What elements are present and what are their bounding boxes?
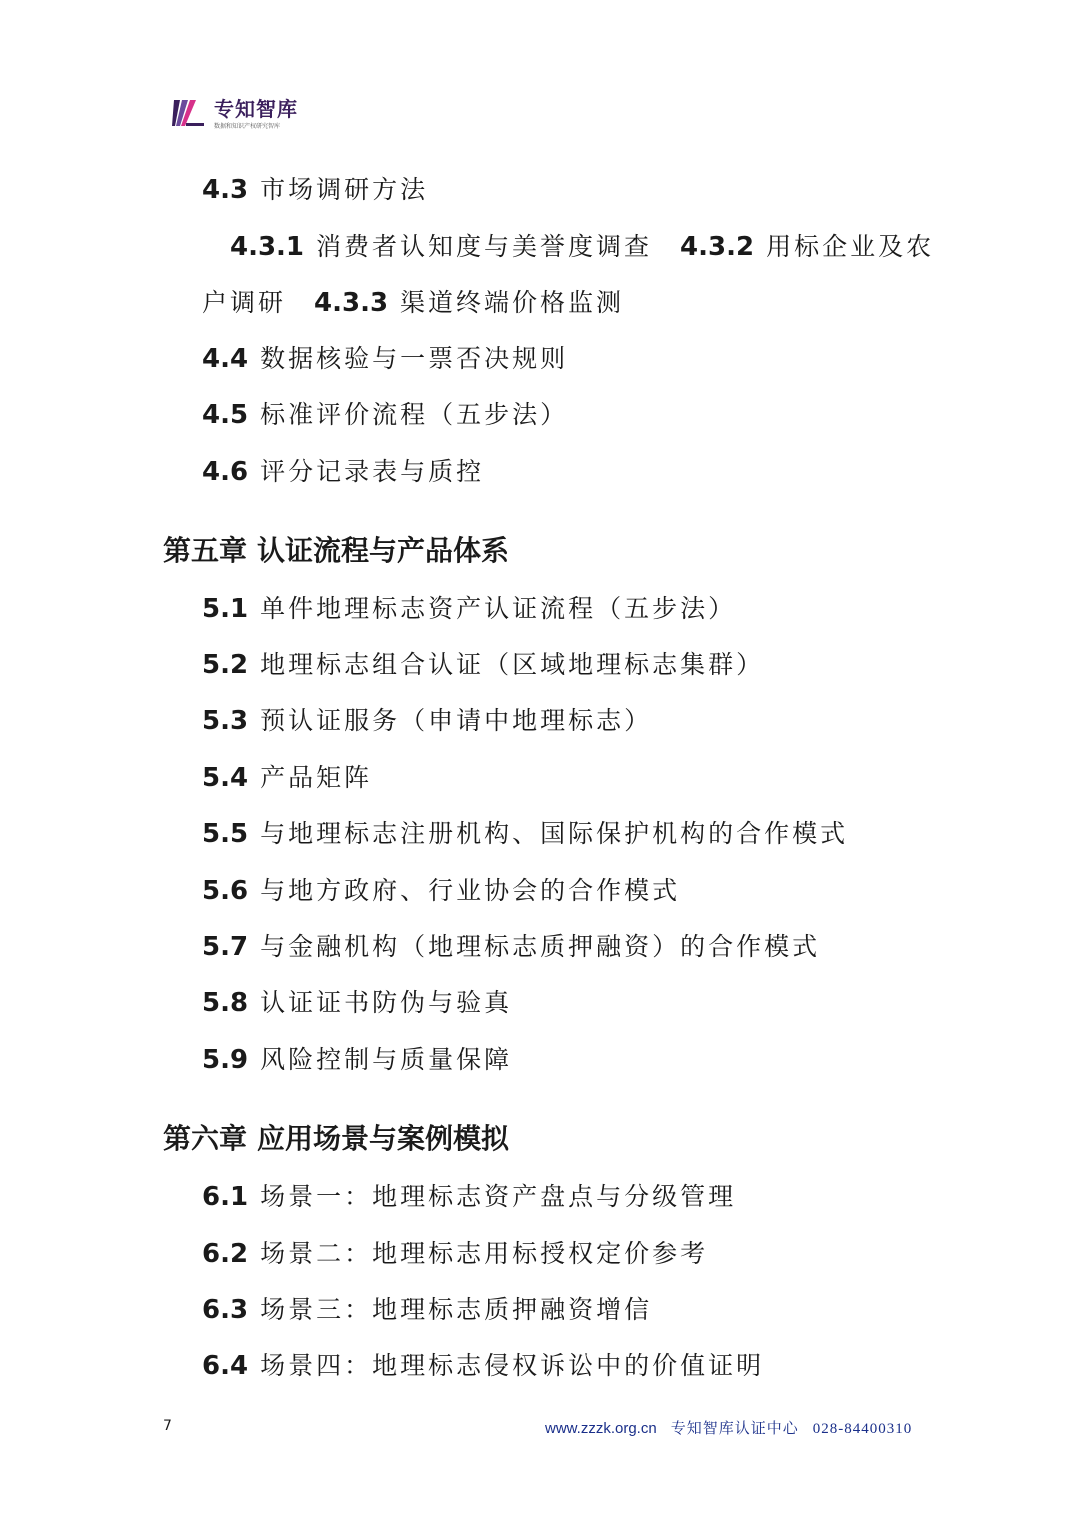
toc-number: 6.4 — [202, 1351, 249, 1381]
toc-text: 场景二：地理标志用标授权定价参考 — [260, 1239, 709, 1268]
toc-text: 与地理标志注册机构、国际保护机构的合作模式 — [260, 819, 849, 848]
toc-entry — [202, 397, 568, 433]
toc-text: 用标企业及农 — [766, 232, 935, 261]
toc-text: 场景三：地理标志质押融资增信 — [260, 1295, 653, 1324]
toc-text: 消费者认知度与美誉度调查 — [316, 232, 653, 261]
toc-text: 评分记录表与质控 — [260, 457, 485, 486]
toc-number: 5.8 — [202, 988, 249, 1018]
toc-number: 4.3 — [202, 175, 249, 205]
toc-entry — [202, 703, 652, 739]
toc-text: 预认证服务（申请中地理标志） — [260, 706, 653, 735]
toc-text: 与地方政府、行业协会的合作模式 — [260, 876, 681, 905]
page-footer — [545, 1417, 912, 1438]
toc-entry — [202, 816, 848, 852]
toc-entry — [202, 1348, 764, 1384]
toc-entry — [202, 873, 680, 909]
toc-text: 户调研 — [202, 288, 287, 317]
toc-entry — [202, 1236, 708, 1272]
toc-number: 4.4 — [202, 344, 249, 374]
toc-number: 6.2 — [202, 1239, 249, 1269]
footer-website-link[interactable]: www.zzzk.org.cn — [545, 1420, 657, 1437]
toc-number: 4.6 — [202, 457, 249, 487]
toc-text: 与金融机构（地理标志质押融资）的合作模式 — [260, 932, 821, 961]
chapter-title: 应用场景与案例模拟 — [257, 1122, 510, 1155]
toc-entry — [202, 454, 484, 490]
chapter-heading — [163, 1120, 509, 1158]
toc-number: 4.5 — [202, 400, 249, 430]
toc-number: 5.1 — [202, 594, 249, 624]
toc-text: 单件地理标志资产认证流程（五步法） — [260, 594, 737, 623]
toc-entry — [202, 591, 736, 627]
toc-number: 4.3.3 — [314, 288, 389, 318]
toc-text: 渠道终端价格监测 — [400, 288, 625, 317]
toc-number: 5.7 — [202, 932, 249, 962]
toc-entry — [230, 229, 934, 265]
toc-number: 4.3.2 — [680, 232, 755, 262]
header-logo — [172, 98, 298, 138]
chapter-title: 认证流程与产品体系 — [257, 534, 510, 567]
page-number: 7 — [163, 1418, 172, 1434]
toc-text: 标准评价流程（五步法） — [260, 400, 569, 429]
toc-entry — [202, 285, 624, 321]
toc-number: 5.3 — [202, 706, 249, 736]
toc-text: 市场调研方法 — [260, 175, 429, 204]
chapter-number: 第五章 — [163, 534, 248, 567]
toc-number: 5.9 — [202, 1045, 249, 1075]
chapter-number: 第六章 — [163, 1122, 248, 1155]
toc-entry — [202, 985, 512, 1021]
toc-entry — [202, 647, 764, 683]
toc-entry — [202, 929, 820, 965]
toc-entry — [202, 1179, 736, 1215]
toc-text: 认证证书防伪与验真 — [260, 988, 513, 1017]
footer-org: 专知智库认证中心 — [670, 1421, 799, 1437]
toc-entry — [202, 341, 568, 377]
logo-name: 专知智库 — [214, 97, 298, 121]
toc-entry — [202, 760, 372, 796]
toc-number: 5.6 — [202, 876, 249, 906]
chapter-heading — [163, 532, 509, 570]
toc-text: 产品矩阵 — [260, 763, 373, 792]
logo-tagline: 数据和知识产权研究智库 — [214, 123, 281, 130]
toc-number: 6.3 — [202, 1295, 249, 1325]
toc-text: 地理标志组合认证（区域地理标志集群） — [260, 650, 765, 679]
toc-number: 4.3.1 — [230, 232, 305, 262]
footer-phone: 028-84400310 — [812, 1421, 913, 1437]
toc-text: 数据核验与一票否决规则 — [260, 344, 569, 373]
toc-entry — [202, 1042, 512, 1078]
toc-entry — [202, 172, 428, 208]
zzzk-logo-icon — [172, 98, 206, 128]
toc-entry — [202, 1292, 652, 1328]
toc-number: 6.1 — [202, 1182, 249, 1212]
toc-text: 场景一：地理标志资产盘点与分级管理 — [260, 1182, 737, 1211]
toc-text: 风险控制与质量保障 — [260, 1045, 513, 1074]
toc-number: 5.2 — [202, 650, 249, 680]
toc-number: 5.5 — [202, 819, 249, 849]
toc-text: 场景四：地理标志侵权诉讼中的价值证明 — [260, 1351, 765, 1380]
toc-number: 5.4 — [202, 763, 249, 793]
